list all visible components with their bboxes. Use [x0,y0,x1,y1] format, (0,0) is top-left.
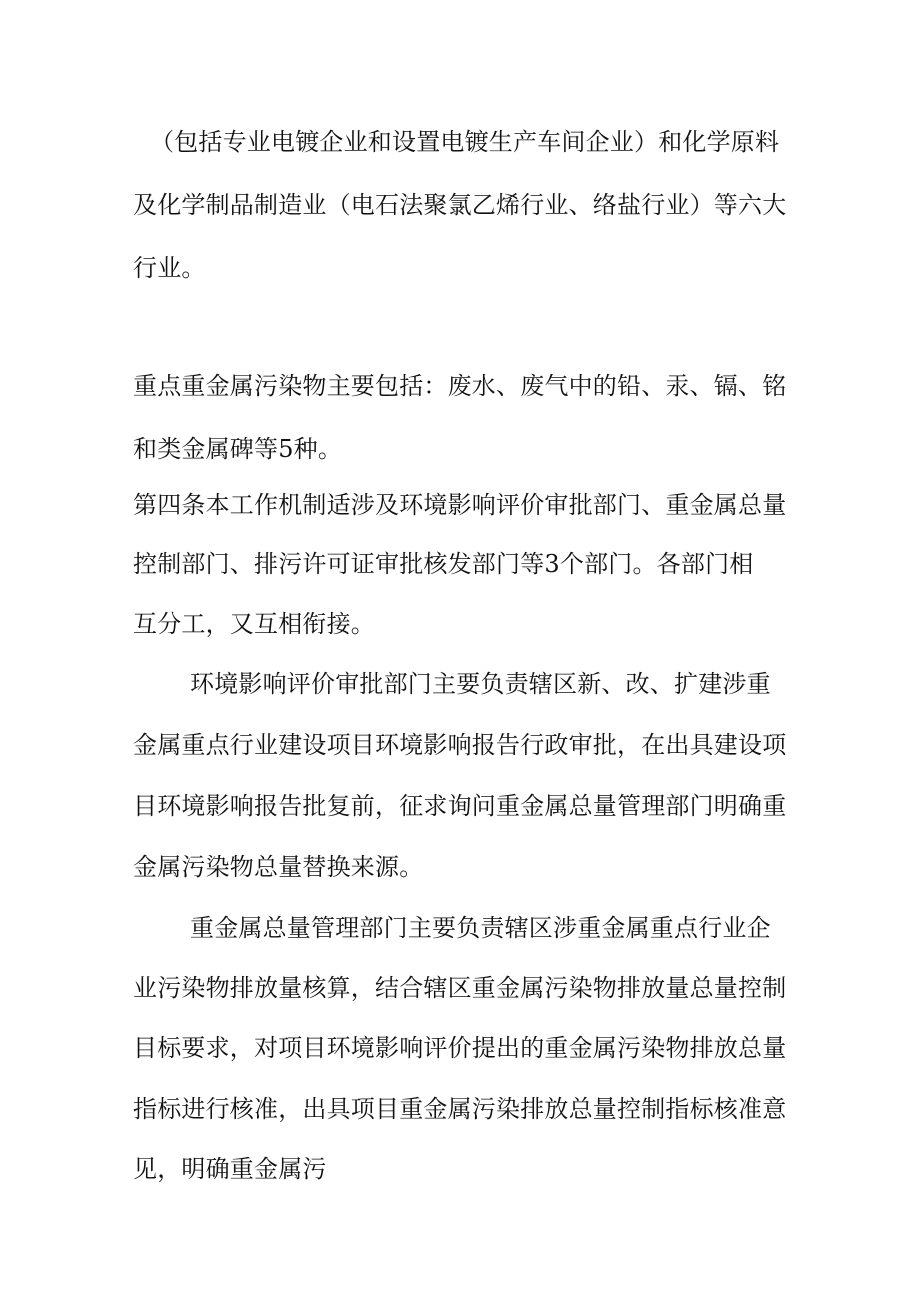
text-line: 第四条本工作机制适涉及环境影响评价审批部门、重金属总量 [133,491,787,519]
text-line: 业污染物排放量核算，结合辖区重金属污染物排放量总量控制 [133,974,787,1002]
text-line: 互分工，又互相衔接。 [133,610,375,638]
text-line: 重金属总量管理部门主要负责辖区涉重金属重点行业企 [190,914,771,942]
text-line: 及化学制品制造业（电石法聚氯乙烯行业、络盐行业）等六大 [133,191,787,219]
text-line: 金属污染物总量替换来源。 [133,853,424,881]
text-line: （包括专业电镀企业和设置电镀生产车间企业）和化学原料 [150,128,780,156]
text-line: 目标要求，对项目环境影响评价提出的重金属污染物排放总量 [133,1034,787,1062]
text-line: 和类金属碑等5种。 [133,435,343,463]
text-line: 金属重点行业建设项目环境影响报告行政审批，在出具建设项 [133,731,787,759]
text-line: 指标进行核准，出具项目重金属污染排放总量控制指标核准意 [133,1095,787,1123]
text-line: 重点重金属污染物主要包括：废水、废气中的铅、汞、镉、铭 [133,372,787,400]
text-line: 见，明确重金属污 [133,1155,327,1183]
text-line: 控制部门、排污许可证审批核发部门等3个部门。各部门相 [133,550,754,578]
text-line: 环境影响评价审批部门主要负责辖区新、改、扩建涉重 [190,670,771,698]
text-line: 目环境影响报告批复前，征求询问重金属总量管理部门明确重 [133,792,787,820]
text-line: 行业。 [133,254,206,282]
